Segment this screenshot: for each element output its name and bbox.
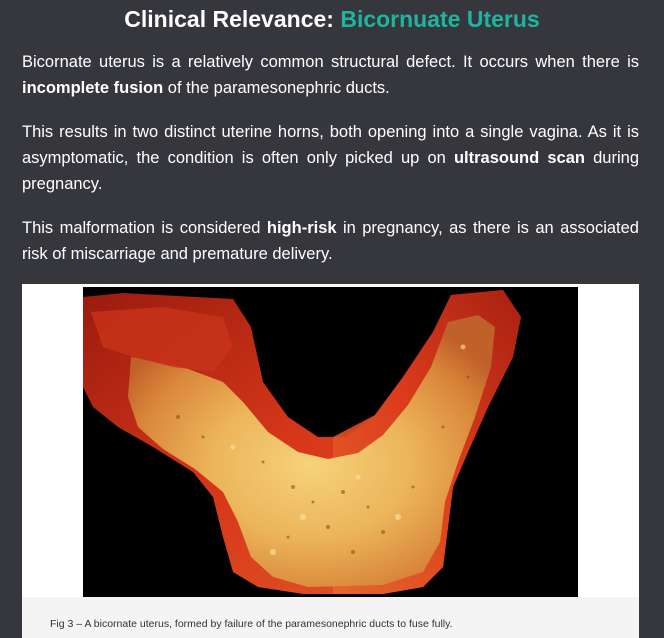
paragraph-emphasis: incomplete fusion — [22, 79, 164, 97]
paragraph-text: of the paramesonephric ducts. — [163, 79, 390, 97]
uterus-specimen-photo — [83, 287, 578, 597]
title-prefix: Clinical Relevance: — [124, 6, 334, 32]
paragraph-presentation — [22, 119, 639, 197]
uterus-specimen-illustration — [83, 287, 578, 597]
paragraph-definition — [22, 49, 639, 101]
figure-caption: Fig 3 – A bicornate uterus, formed by failure of the paramesonephric ducts to fuse fully. — [50, 618, 453, 630]
title-accent: Bicornuate Uterus — [340, 6, 540, 32]
paragraph-text: during pregnancy. — [22, 149, 639, 193]
paragraph-emphasis: high-risk — [266, 219, 337, 237]
paragraph-emphasis: ultrasound scan — [453, 149, 585, 167]
paragraph-text: in pregnancy, as there is an associated risk of miscarriage and premature delivery. — [22, 219, 639, 263]
paragraph-text: This malformation is considered — [22, 219, 267, 237]
paragraph-risk — [22, 215, 639, 267]
paragraph-text: This results in two distinct uterine horns, both opening into a single vagina. As it is asymptomatic, the condition is often only picked up on — [22, 123, 639, 167]
paragraph-text: Bicornate uterus is a relatively common structural defect. It occurs when there is — [22, 53, 639, 71]
page-title — [0, 5, 664, 33]
figure — [22, 284, 639, 638]
